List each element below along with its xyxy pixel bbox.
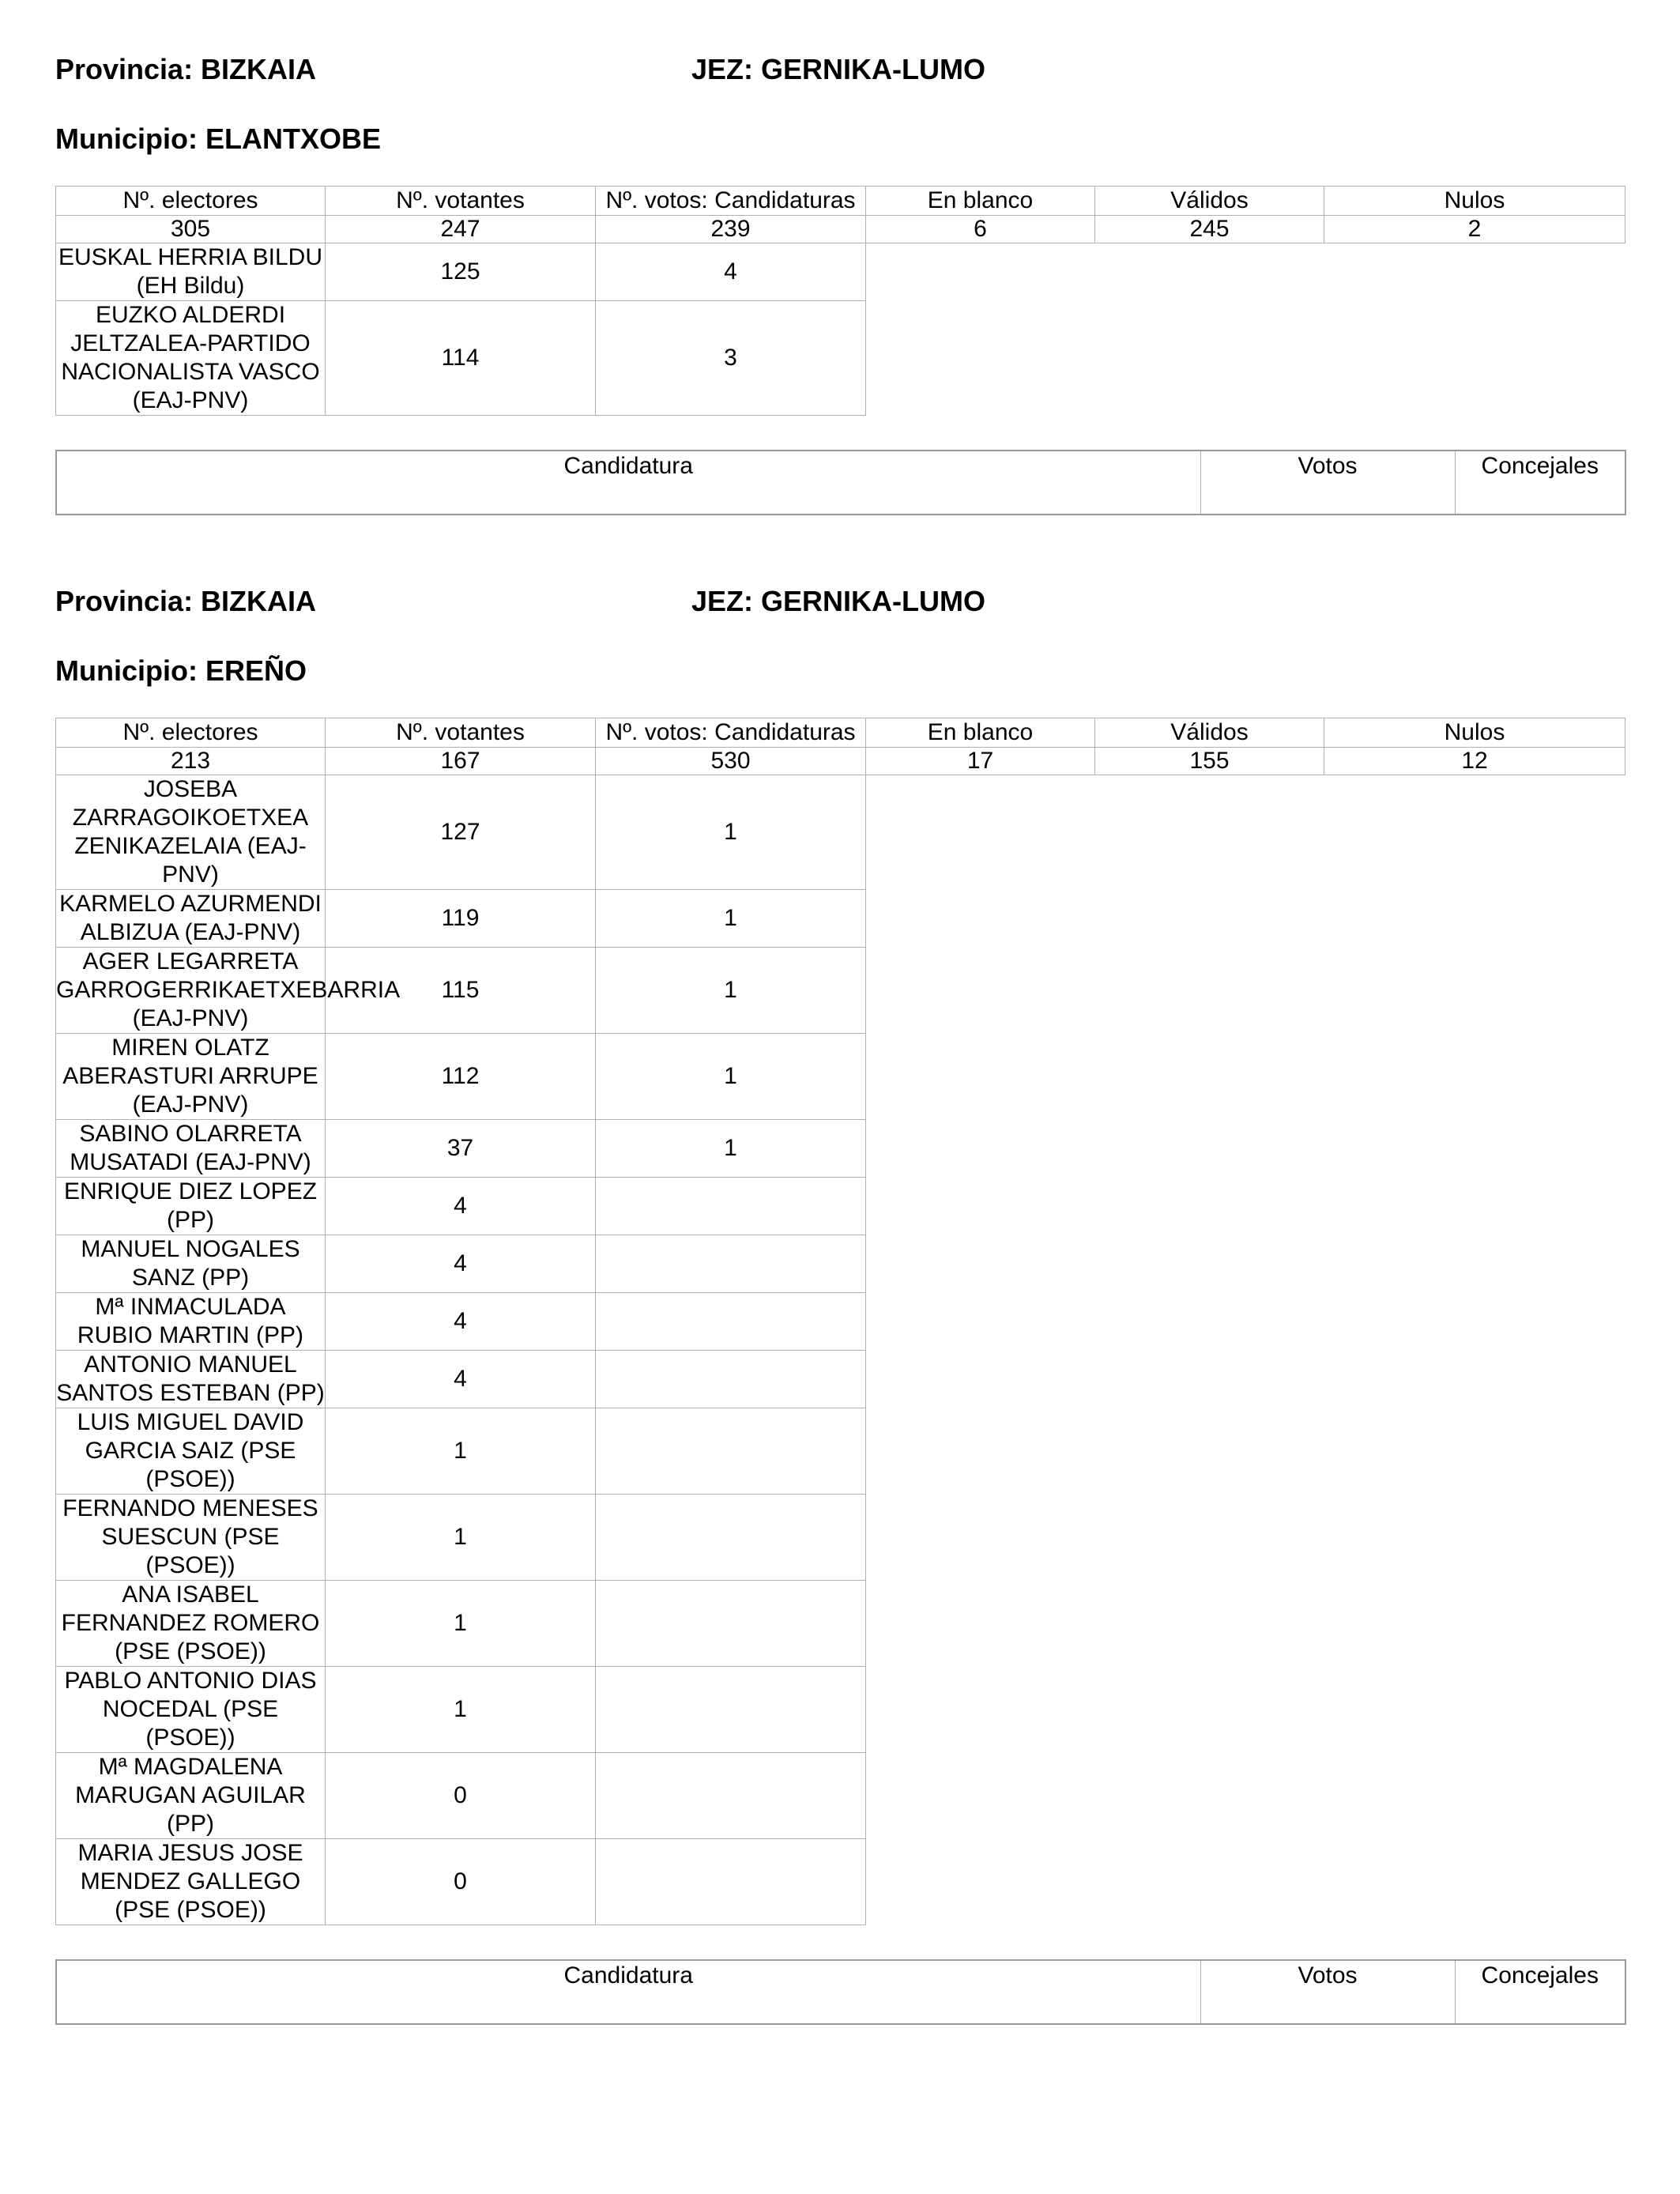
header-votos: Votos [1200, 450, 1455, 515]
concejales-cell [596, 1235, 866, 1293]
table-row [56, 1034, 1625, 1120]
concejales-cell [596, 1178, 866, 1235]
table-row [56, 1581, 1625, 1667]
concejales-cell: 4 [596, 243, 866, 301]
votos-cell: 4 [326, 1351, 596, 1408]
candidatura-cell: FERNANDO MENESES SUESCUN (PSE (PSOE)) [56, 1495, 326, 1581]
summary-table [55, 718, 1625, 1925]
results-table [55, 1959, 1626, 2025]
results-header-row [56, 450, 1625, 515]
summary-table [55, 186, 1625, 416]
municipality-section [55, 49, 1625, 515]
table-row [56, 1120, 1625, 1178]
concejales-cell [596, 1667, 866, 1753]
votos-cell: 1 [326, 1495, 596, 1581]
concejales-cell: 1 [596, 948, 866, 1034]
concejales-cell [596, 1581, 866, 1667]
votos-cell: 125 [326, 243, 596, 301]
value-en-blanco: 17 [866, 748, 1095, 775]
table-row [56, 1178, 1625, 1235]
candidatura-cell: JOSEBA ZARRAGOIKOETXEA ZENIKAZELAIA (EAJ-PNV) [56, 775, 326, 890]
votos-cell: 4 [326, 1293, 596, 1351]
votos-cell: 115 [326, 948, 596, 1034]
provincia-label: Provincia: BIZKAIA [55, 53, 317, 85]
concejales-cell [596, 1839, 866, 1925]
summary-values-row [56, 216, 1625, 243]
value-electores: 213 [56, 748, 326, 775]
results-header-row [56, 1960, 1625, 2024]
table-row [56, 1351, 1625, 1408]
municipio-title: Municipio: EREÑO [55, 654, 307, 687]
value-en-blanco: 6 [866, 216, 1095, 243]
votos-cell: 1 [326, 1667, 596, 1753]
value-votos-candidaturas: 239 [596, 216, 866, 243]
concejales-cell [596, 1408, 866, 1495]
table-row [56, 775, 1625, 890]
concejales-cell [596, 1753, 866, 1839]
candidatura-cell: MIREN OLATZ ABERASTURI ARRUPE (EAJ-PNV) [56, 1034, 326, 1120]
table-row [56, 301, 1625, 416]
candidatura-cell: Mª INMACULADA RUBIO MARTIN (PP) [56, 1293, 326, 1351]
value-electores: 305 [56, 216, 326, 243]
header-votantes: Nº. votantes [326, 187, 596, 216]
table-row [56, 243, 1625, 301]
candidatura-cell: Mª MAGDALENA MARUGAN AGUILAR (PP) [56, 1753, 326, 1839]
header-electores: Nº. electores [56, 187, 326, 216]
table-row [56, 1839, 1625, 1925]
votos-cell: 1 [326, 1408, 596, 1495]
concejales-cell: 1 [596, 1034, 866, 1120]
votos-cell: 4 [326, 1178, 596, 1235]
section-header [55, 581, 1625, 622]
value-votantes: 167 [326, 748, 596, 775]
concejales-cell: 1 [596, 775, 866, 890]
value-validos: 245 [1095, 216, 1324, 243]
results-table [55, 450, 1626, 515]
candidatura-cell: ANTONIO MANUEL SANTOS ESTEBAN (PP) [56, 1351, 326, 1408]
votos-cell: 114 [326, 301, 596, 416]
candidatura-cell: ANA ISABEL FERNANDEZ ROMERO (PSE (PSOE)) [56, 1581, 326, 1667]
candidatura-cell: EUZKO ALDERDI JELTZALEA-PARTIDO NACIONALISTA VASCO (EAJ-PNV) [56, 301, 326, 416]
header-votantes: Nº. votantes [326, 718, 596, 748]
header-electores: Nº. electores [56, 718, 326, 748]
votos-cell: 0 [326, 1753, 596, 1839]
candidatura-cell: MARIA JESUS JOSE MENDEZ GALLEGO (PSE (PSOE)) [56, 1839, 326, 1925]
table-row [56, 890, 1625, 948]
concejales-cell: 1 [596, 890, 866, 948]
value-votos-candidaturas: 530 [596, 748, 866, 775]
votos-cell: 112 [326, 1034, 596, 1120]
summary-header-row [56, 187, 1625, 216]
value-votantes: 247 [326, 216, 596, 243]
value-nulos: 12 [1324, 748, 1625, 775]
jez-label: JEZ: GERNIKA-LUMO [691, 53, 985, 85]
table-row [56, 1667, 1625, 1753]
header-validos: Válidos [1095, 718, 1324, 748]
value-validos: 155 [1095, 748, 1324, 775]
summary-values-row [56, 748, 1625, 775]
provincia-label: Provincia: BIZKAIA [55, 585, 317, 617]
header-votos-candidaturas: Nº. votos: Candidaturas [596, 187, 866, 216]
header-nulos: Nulos [1324, 187, 1625, 216]
summary-header-row [56, 718, 1625, 748]
votos-cell: 4 [326, 1235, 596, 1293]
table-row [56, 1293, 1625, 1351]
header-candidatura: Candidatura [56, 450, 1200, 515]
header-concejales: Concejales [1455, 1960, 1625, 2024]
concejales-cell: 3 [596, 301, 866, 416]
candidatura-cell: KARMELO AZURMENDI ALBIZUA (EAJ-PNV) [56, 890, 326, 948]
header-nulos: Nulos [1324, 718, 1625, 748]
concejales-cell [596, 1293, 866, 1351]
table-row [56, 948, 1625, 1034]
table-row [56, 1753, 1625, 1839]
municipality-section [55, 581, 1625, 2025]
concejales-cell [596, 1351, 866, 1408]
header-en-blanco: En blanco [866, 718, 1095, 748]
municipio-title: Municipio: ELANTXOBE [55, 123, 381, 155]
header-votos-candidaturas: Nº. votos: Candidaturas [596, 718, 866, 748]
candidatura-cell: EUSKAL HERRIA BILDU (EH Bildu) [56, 243, 326, 301]
candidatura-cell: ENRIQUE DIEZ LOPEZ (PP) [56, 1178, 326, 1235]
table-row [56, 1495, 1625, 1581]
table-row [56, 1235, 1625, 1293]
votos-cell: 119 [326, 890, 596, 948]
value-nulos: 2 [1324, 216, 1625, 243]
concejales-cell: 1 [596, 1120, 866, 1178]
header-en-blanco: En blanco [866, 187, 1095, 216]
votos-cell: 127 [326, 775, 596, 890]
candidatura-cell: PABLO ANTONIO DIAS NOCEDAL (PSE (PSOE)) [56, 1667, 326, 1753]
header-validos: Válidos [1095, 187, 1324, 216]
header-concejales: Concejales [1455, 450, 1625, 515]
jez-label: JEZ: GERNIKA-LUMO [691, 585, 985, 617]
section-header [55, 49, 1625, 90]
candidatura-cell: LUIS MIGUEL DAVID GARCIA SAIZ (PSE (PSOE)) [56, 1408, 326, 1495]
candidatura-cell: SABINO OLARRETA MUSATADI (EAJ-PNV) [56, 1120, 326, 1178]
header-votos: Votos [1200, 1960, 1455, 2024]
votos-cell: 1 [326, 1581, 596, 1667]
table-row [56, 1408, 1625, 1495]
votos-cell: 0 [326, 1839, 596, 1925]
candidatura-cell: MANUEL NOGALES SANZ (PP) [56, 1235, 326, 1293]
concejales-cell [596, 1495, 866, 1581]
header-candidatura: Candidatura [56, 1960, 1200, 2024]
candidatura-cell: AGER LEGARRETA GARROGERRIKAETXEBARRIA (EAJ-PNV) [56, 948, 326, 1034]
votos-cell: 37 [326, 1120, 596, 1178]
